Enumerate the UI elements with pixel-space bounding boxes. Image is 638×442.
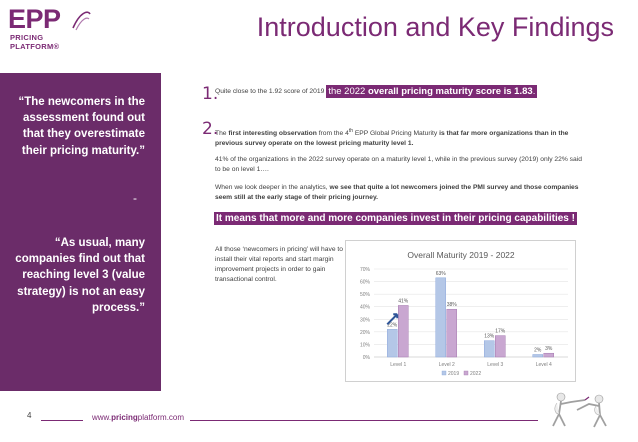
x-tick-label: Level 1 xyxy=(390,362,407,368)
logo-line-pricing: PRICING xyxy=(10,33,44,42)
x-tick-label: Level 2 xyxy=(438,362,455,368)
legend-label-2019: 2019 xyxy=(448,371,460,377)
finding-1-highlight-prefix: the 2022 xyxy=(328,86,368,97)
bar-2022-level-2 xyxy=(447,309,457,357)
finding-2-paragraph-2: 41% of the organizations in the 2022 survey operate on a maturity level 1, while in the previous survey (2019) only 22% said to be on level 1…. xyxy=(215,156,582,173)
page-number: 4 xyxy=(27,411,32,420)
logo-wordmark: EPP xyxy=(8,4,61,34)
bar-2022-level-1 xyxy=(398,305,408,357)
sidebar-quote-2: “As usual, many companies find out that reaching level 3 (value strategy) is not an easy process.” xyxy=(15,237,145,314)
x-tick-label: Level 3 xyxy=(487,362,504,368)
legend-swatch-2019 xyxy=(442,371,446,375)
logo-swirl-icon xyxy=(70,8,92,34)
url-suffix: platform.com xyxy=(137,413,185,422)
p1-b: first interesting observation xyxy=(228,130,317,138)
y-tick-label: 10% xyxy=(359,342,370,349)
maturity-chart-svg xyxy=(346,241,577,383)
page-title: Introduction and Key Findings xyxy=(256,12,614,42)
y-tick-label: 60% xyxy=(359,279,370,286)
data-label: 41% xyxy=(398,298,409,305)
bar-2019-level-3 xyxy=(484,341,494,357)
bar-2019-level-2 xyxy=(436,278,446,357)
fencers-illustration-icon xyxy=(545,388,615,432)
epp-logo xyxy=(8,6,118,52)
bar-2019-level-1 xyxy=(387,329,397,357)
y-tick-label: 70% xyxy=(359,267,370,273)
bar-2022-level-3 xyxy=(495,336,505,357)
legend-swatch-2022 xyxy=(464,371,468,375)
finding-1-highlight xyxy=(326,85,537,98)
p1-a: The xyxy=(215,130,229,138)
footer-rule-right xyxy=(190,420,538,421)
data-label: 63% xyxy=(435,270,446,277)
y-tick-label: 0% xyxy=(362,355,370,361)
p3-b: we see that quite a lot newcomers joined the PMI survey and those companies seem still at the early stage of their pricing journey. xyxy=(215,184,579,201)
finding-2-paragraph-4: All those ‘newcomers in pricing’ will have to install their vital reports and start margin improvement projects in order to gain transactional control. xyxy=(215,246,343,283)
finding-1-number: 1. xyxy=(202,84,219,104)
chart-title: Overall Maturity 2019 - 2022 xyxy=(407,250,515,260)
finding-1-highlight-suffix: . xyxy=(532,86,536,97)
bar-2022-level-4 xyxy=(544,353,554,357)
finding-2-highlight: It means that more and more companies invest in their pricing capabilities ! xyxy=(216,213,575,224)
x-tick-label: Level 4 xyxy=(535,362,552,368)
sidebar-separator: - xyxy=(133,191,137,205)
footer-rule-left xyxy=(41,420,83,421)
data-label: 2% xyxy=(534,347,542,354)
p1-d: EPP Global Pricing Maturity xyxy=(352,130,440,138)
data-label: 3% xyxy=(545,346,553,353)
url-prefix: www. xyxy=(92,413,112,422)
maturity-chart xyxy=(345,240,576,382)
bar-2019-level-4 xyxy=(533,354,543,357)
url-bold: pricing xyxy=(111,413,138,422)
p1-e: is that far more organizations than in the previous survey operate on the lowest pricing maturity level 1. xyxy=(215,130,569,148)
p3-a: When we look deeper in the analytics, xyxy=(215,184,330,191)
data-label: 38% xyxy=(446,302,457,309)
finding-2-paragraph-3 xyxy=(215,183,587,203)
logo-line-platform: PLATFORM® xyxy=(10,42,60,51)
data-label: 22% xyxy=(387,322,398,329)
y-tick-label: 20% xyxy=(359,329,370,336)
finding-2-paragraph-1 xyxy=(215,126,587,149)
data-label: 13% xyxy=(484,333,495,340)
y-tick-label: 40% xyxy=(359,304,370,311)
finding-1-highlight-bold: overall pricing maturity score is 1.83 xyxy=(367,86,533,97)
finding-1-text: Quite close to the 1.92 score of 2019 xyxy=(215,88,325,95)
p1-sup: th xyxy=(348,128,353,134)
y-tick-label: 30% xyxy=(359,317,370,324)
data-label: 17% xyxy=(495,328,506,335)
finding-2-number: 2. xyxy=(202,119,219,139)
legend-label-2022: 2022 xyxy=(470,371,482,377)
finding-1-line xyxy=(215,83,537,100)
quote-sidebar xyxy=(0,73,161,391)
y-tick-label: 50% xyxy=(359,292,370,299)
p1-c: from the 4 xyxy=(316,130,349,138)
sidebar-quote-1: “The newcomers in the assessment found out that they overestimate their pricing maturity.” xyxy=(18,96,145,157)
footer-url[interactable] xyxy=(92,413,184,422)
